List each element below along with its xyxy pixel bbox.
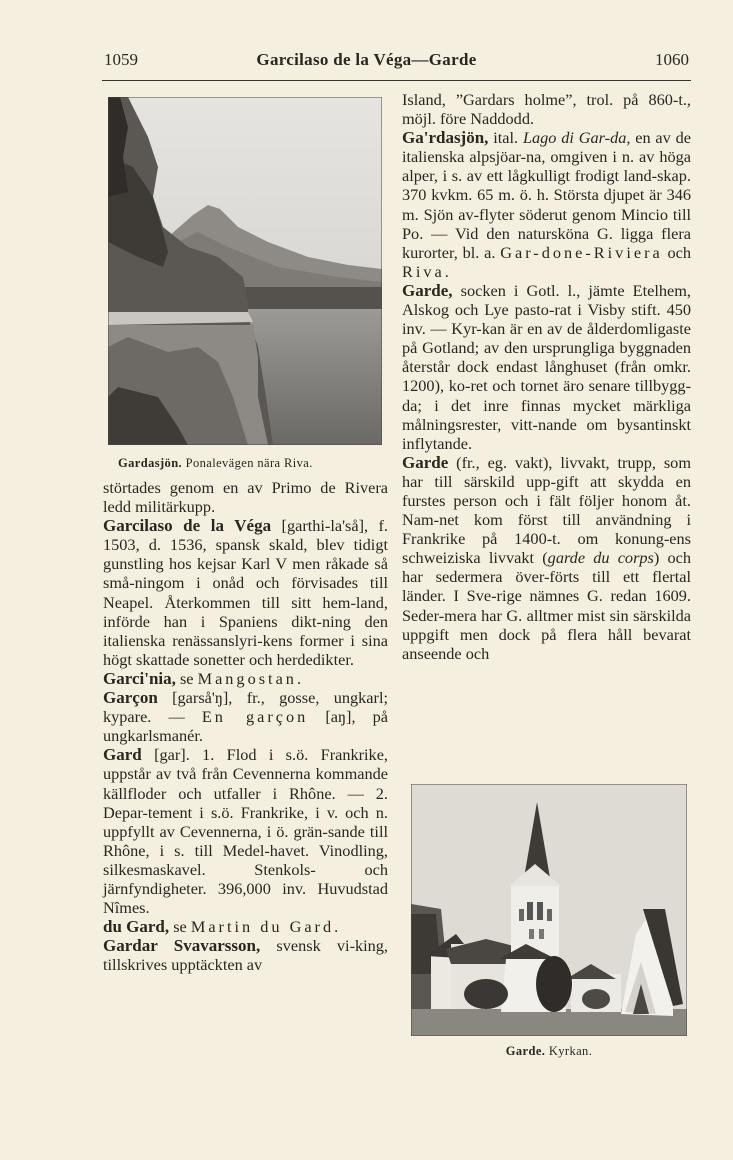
headword-du-gard: du Gard, xyxy=(103,917,170,937)
ref-mangostan: Mangostan. xyxy=(197,668,305,688)
entry-garcilaso xyxy=(103,516,388,669)
left-column xyxy=(103,478,388,974)
headword-gardar: Gardar Svavarsson, xyxy=(103,936,261,956)
text-riva: Riva. xyxy=(402,261,452,281)
headword-garcilaso: Garcilaso de la Véga xyxy=(103,516,272,536)
entry-continuation: störtades genom en av Primo de Rivera ledd militärkupp. xyxy=(103,478,388,517)
subentry-en-garcon: En garçon xyxy=(201,707,309,727)
entry-gardasjon xyxy=(402,128,691,281)
see-garcinia: se xyxy=(175,668,198,688)
page-number-right: 1060 xyxy=(655,50,689,69)
caption-gardasjon-rest: Ponalevägen nära Riva. xyxy=(182,456,313,470)
page-number-left: 1059 xyxy=(104,50,138,69)
entry-du-gard xyxy=(103,917,388,936)
caption-garde-kyrkan xyxy=(411,1044,687,1059)
text-gardone-riviera: Gar-done-Riviera xyxy=(500,242,663,262)
entry-garcinia xyxy=(103,669,388,688)
text-garcon-2: [aŋ], på ungkarlsmanér. xyxy=(103,707,389,746)
headword-garcon: Garçon xyxy=(103,688,158,708)
text-garcilaso: [garthi-la'så], f. 1503, d. 1536, spansk skald, blev tidigt gunstling hos kejsar Karl V men råkade så små-ningom i onåd och förvisades till Neapel. Återkommen till sitt hem-land, införde han i Spaniens dikt-ning den italienska renässanslyri-kens former i sina högt skattade sonetter och herdedikter. xyxy=(103,516,388,669)
text-gardasjon-1: ital. xyxy=(488,128,523,148)
headword-garcinia: Garci'nia, xyxy=(103,668,176,688)
text-gardar: svensk vi-king, tillskrives upptäckten av xyxy=(103,936,388,975)
photo-gardasjon xyxy=(108,97,382,445)
photo-gardasjon-image xyxy=(108,97,382,445)
text-gard: [gar]. 1. Flod i s.ö. Frankrike, uppstår av två från Cevennerna kommande källfloder och utfaller i Rhône. — 2. Depar-tement i s.ö. Frankrike, i v. och n. uppfyllt av Cevennerna, i ö. grän-sande till Rhône, i s. till Medel-havet. Vinodling, silkesmaskavel. Stenkols- och järnfyndigheter. 396,000 inv. Huvudstad Nîmes. xyxy=(103,745,388,918)
text-garcon: [garså'ŋ], fr., gosse, ungkarl; kypare. — xyxy=(103,688,388,727)
entry-gardar xyxy=(103,936,388,974)
text-garde-vakt-1: (fr., eg. vakt), livvakt, trupp, som har till särskild upp-gift att skydda en furstes person och i fält följer honom åt. Nam-net kom först till användning i Frankrike på 1400-t. om konung-ens schweiziska livvakt ( xyxy=(402,452,691,568)
text-garde-socken: socken i Gotl. l., jämte Etelhem, Alskog och Lye pasto-rat i Visby stift. 450 inv. — Kyr-kan är en av de ålderdomligaste på Gotland; av den ursprungliga byggnaden återstår dock endast långhuset (från omkr. 1200), ko-ret och tornet äro senare tillbygg-da; i det inre finnas mycket märkliga målningsrester, vitt-nande om bysantinskt inflytande. xyxy=(402,280,691,453)
photo-garde-kyrkan xyxy=(411,784,687,1036)
see-du-gard: se xyxy=(169,917,191,937)
caption-gardasjon xyxy=(118,456,313,471)
caption-garde-bold: Garde. xyxy=(505,1044,546,1058)
entry-gardar-continuation: Island, ”Gardars holme”, trol. på 860-t., möjl. före Naddodd. xyxy=(402,90,691,129)
caption-garde-rest: Kyrkan. xyxy=(545,1044,593,1058)
headword-gardasjon: Ga'rdasjön, xyxy=(402,128,489,148)
headword-garde-vakt: Garde xyxy=(402,452,449,472)
text-gardasjon-3: och xyxy=(662,242,691,262)
ref-martin-du-gard: Martin du Gard. xyxy=(190,917,342,937)
text-lago-di-garda: Lago di Gar-da, xyxy=(522,128,631,148)
text-gardasjon-2: en av de italienska alpsjöar-na, omgiven i n. av höga alper, i s. av ett lågkulligt frodigt land-skap. 370 kvkm. 65 m. ö. h. Största djupet är 346 m. Sjön av-flyter söderut genom Mincio till Po. — Vid den natursköna G. ligga flera kurorter, bl. a. xyxy=(402,128,691,262)
headword-garde-socken: Garde, xyxy=(402,280,453,300)
entry-garde-vakt xyxy=(402,453,691,663)
header-rule xyxy=(102,80,691,81)
text-garde-vakt-2: ) och har sedermera över-förts till ett flertal länder. I Sve-rige nämnes G. redan 1609. Seder-mera har G. alltmer mist sin särskilda uppgift men dock på flera håll bevarat anseende och xyxy=(402,548,692,663)
text-garde-du-corps: garde du corps xyxy=(547,548,654,568)
entry-gard xyxy=(103,745,388,917)
running-title: Garcilaso de la Véga—Garde xyxy=(256,50,477,69)
entry-garcon xyxy=(103,688,388,745)
entry-garde-socken xyxy=(402,281,691,453)
caption-gardasjon-bold: Gardasjön. xyxy=(118,456,183,470)
right-column xyxy=(402,90,691,663)
headword-gard: Gard xyxy=(103,745,142,765)
photo-garde-kyrkan-image xyxy=(411,784,687,1036)
